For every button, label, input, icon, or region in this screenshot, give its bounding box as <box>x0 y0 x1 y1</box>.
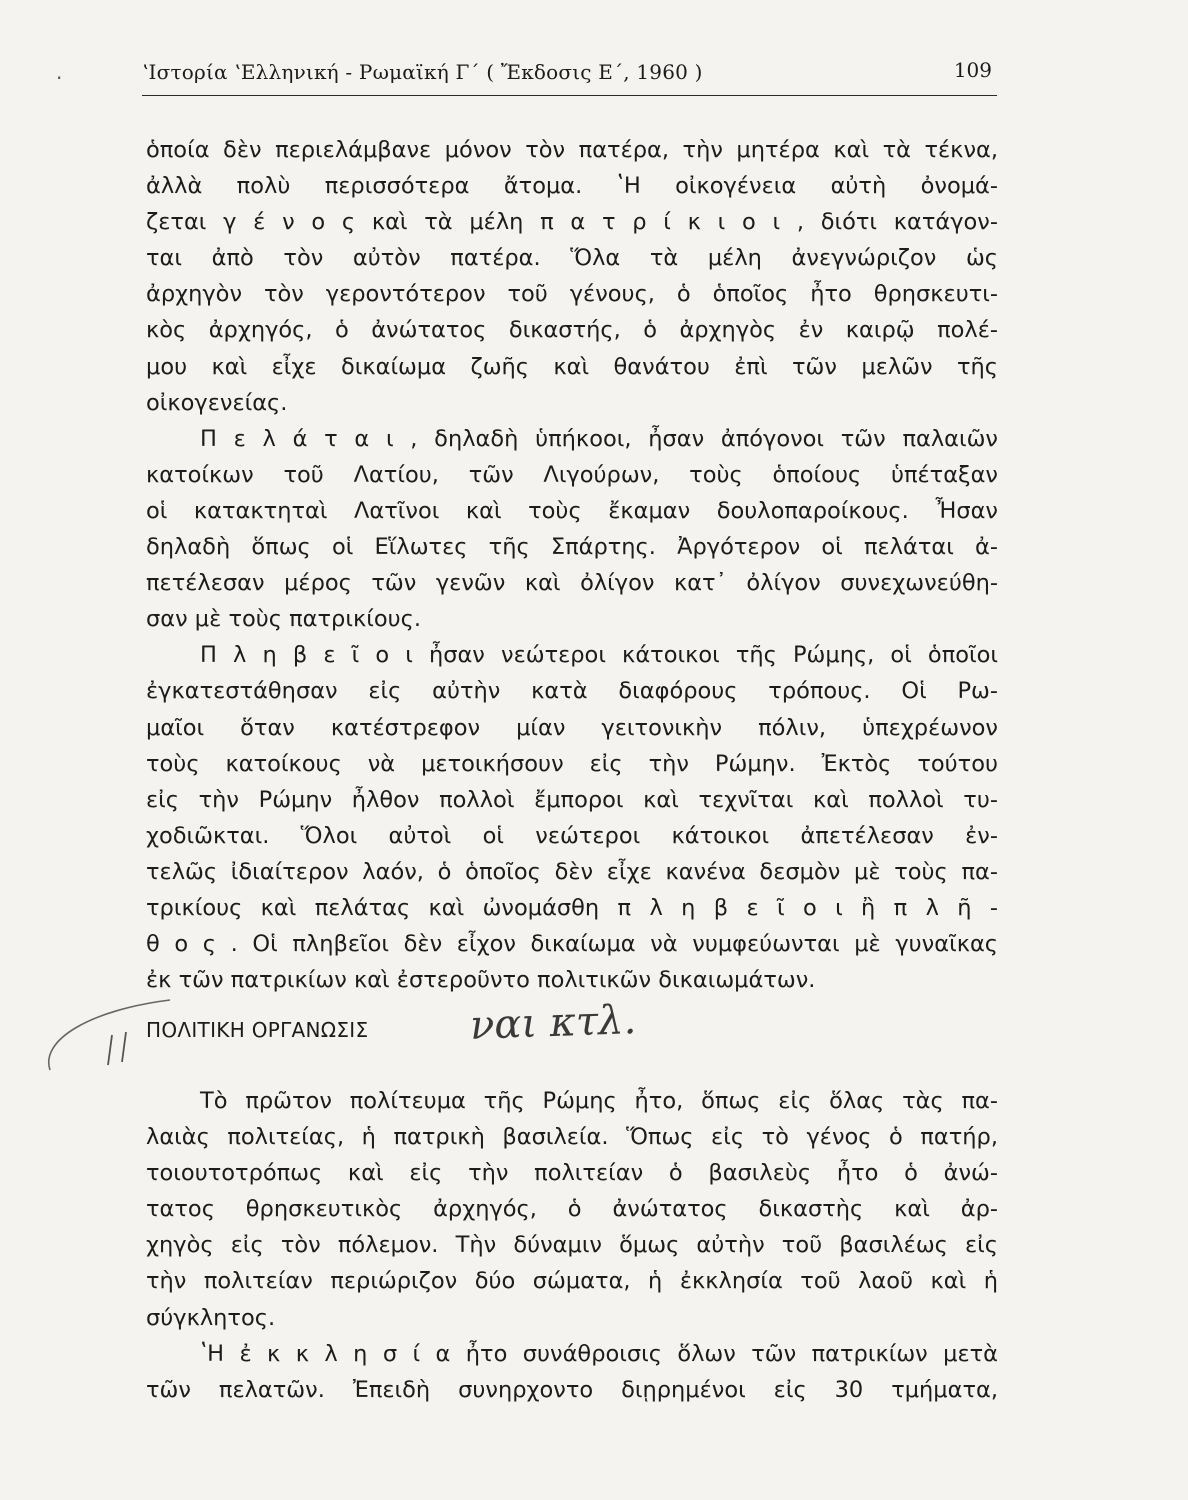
text-line: οἰκογενείας. <box>146 389 288 416</box>
text-line: σαν μὲ τοὺς πατρικίους. <box>146 606 421 633</box>
handwritten-note: ναι κτλ. <box>469 997 637 1049</box>
text-line: ἐγκατεστάθησαν εἰς αὐτὴν κατὰ διαφόρους τρόπους. Οἱ Ρω- <box>146 678 998 705</box>
margin-dot: · <box>56 66 63 90</box>
running-header-title: ʽΙστορία ʽΕλληνική - Ρωμαϊκή Γ΄ ( Ἔκδοσις Ε΄, 1960 ) <box>142 60 703 84</box>
text-line: οἱ κατακτηταὶ Λατῖνοι καὶ τοὺς ἔκαμαν δουλοπαροίκους. Ἦσαν <box>146 497 998 524</box>
text-line: μαῖοι ὅταν κατέστρεφον μίαν γειτονικὴν πόλιν, ὑπεχρέωνον <box>146 714 998 741</box>
text-line: δηλαδὴ ὅπως οἱ Εἵλωτες τῆς Σπάρτης. Ἀργότερον οἱ πελάται ἀ- <box>146 534 998 561</box>
text-line: χηγὸς εἰς τὸν πόλεμον. Τὴν δύναμιν ὅμως αὐτὴν τοῦ βασιλέως εἰς <box>146 1232 998 1259</box>
text-line: τὴν πολιτείαν περιώριζον δύο σώματα, ἡ ἐκκλησία τοῦ λαοῦ καὶ ἡ <box>146 1268 998 1295</box>
header-rule <box>142 95 997 96</box>
text-line: τοιουτοτρόπως καὶ εἰς τὴν πολιτείαν ὁ βασιλεὺς ἦτο ὁ ἀνώ- <box>146 1160 998 1187</box>
text-line: πετέλεσαν μέρος τῶν γενῶν καὶ ὀλίγον κατ᾽ ὀλίγον συνεχωνεύθη- <box>146 570 998 597</box>
body-text-lower <box>146 1083 998 1408</box>
text-line: τρικίους καὶ πελάτας καὶ ὠνομάσθη π λ η β ε ῖ ο ι ἢ π λ ῆ - <box>146 894 998 921</box>
text-line: ἀλλὰ πολὺ περισσότερα ἄτομα. ʽΗ οἰκογένεια αὐτὴ ὀνομά- <box>146 173 998 200</box>
text-line: τῶν πελατῶν. Ἐπειδὴ συνηρχοντο διῃρημένοι εἰς 30 τμήματα, <box>146 1376 998 1403</box>
text-line: ʽΗ ἐ κ κ λ η σ ί α ἦτο συνάθροισις ὅλων τῶν πατρικίων μετὰ <box>200 1340 998 1367</box>
text-line: ὁποία δὲν περιελάμβανε μόνον τὸν πατέρα, τὴν μητέρα καὶ τὰ τέκνα, <box>146 137 998 163</box>
text-line: τοὺς κατοίκους νὰ μετοικήσουν εἰς τὴν Ρώμην. Ἐκτὸς τούτου <box>146 750 998 777</box>
text-line: Π λ η β ε ῖ ο ι ἦσαν νεώτεροι κάτοικοι τῆς Ρώμης, οἱ ὁποῖοι <box>200 642 998 669</box>
text-line: ται ἀπὸ τὸν αὐτὸν πατέρα. Ὅλα τὰ μέλη ἀνεγνώριζον ὡς <box>146 245 998 272</box>
text-line: εἰς τὴν Ρώμην ἦλθον πολλοὶ ἔμποροι καὶ τεχνῖται καὶ πολλοὶ τυ- <box>146 786 998 813</box>
text-line: Π ε λ ά τ α ι , δηλαδὴ ὑπήκοοι, ἦσαν ἀπόγονοι τῶν παλαιῶν <box>200 425 998 452</box>
body-text-upper <box>146 132 998 998</box>
text-line: θ ο ς . Οἱ πληβεῖοι δὲν εἶχον δικαίωμα νὰ νυμφεύωνται μὲ γυναῖκας <box>146 931 998 958</box>
text-line: ἀρχηγὸν τὸν γεροντότερον τοῦ γένους, ὁ ὁποῖος ἦτο θρησκευτι- <box>146 281 998 308</box>
text-line: τατος θρησκευτικὸς ἀρχηγός, ὁ ἀνώτατος δικαστὴς καὶ ἀρ- <box>146 1196 998 1223</box>
text-line: σύγκλητος. <box>146 1304 276 1331</box>
text-line: λαιὰς πολιτείας, ἡ πατρικὴ βασιλεία. Ὅπως εἰς τὸ γένος ὁ πατήρ, <box>146 1124 998 1151</box>
text-line: μου καὶ εἶχε δικαίωμα ζωῆς καὶ θανάτου ἐπὶ τῶν μελῶν τῆς <box>146 353 998 380</box>
section-heading: ΠΟΛΙΤΙΚΗ ΟΡΓΑΝΩΣΙΣ <box>146 1018 369 1042</box>
text-line: κατοίκων τοῦ Λατίου, τῶν Λιγούρων, τοὺς ὁποίους ὑπέταξαν <box>146 461 998 488</box>
text-line: χοδιῶκται. Ὅλοι αὐτοὶ οἱ νεώτεροι κάτοικοι ἀπετέλεσαν ἐν- <box>146 822 998 849</box>
text-line: κὸς ἀρχηγός, ὁ ἀνώτατος δικαστής, ὁ ἀρχηγὸς ἐν καιρῷ πολέ- <box>146 317 998 344</box>
text-line: Τὸ πρῶτον πολίτευμα τῆς Ρώμης ἦτο, ὅπως εἰς ὅλας τὰς πα- <box>200 1088 998 1114</box>
text-line: τελῶς ἰδιαίτερον λαόν, ὁ ὁποῖος δὲν εἶχε κανένα δεσμὸν μὲ τοὺς πα- <box>146 858 998 885</box>
text-line: ζεται γ έ ν ο ς καὶ τὰ μέλη π α τ ρ ί κ ι ο ι , διότι κατάγον- <box>146 209 998 236</box>
text-line: ἐκ τῶν πατρικίων καὶ ἐστεροῦντο πολιτικῶν δικαιωμάτων. <box>146 967 816 994</box>
page-number: 109 <box>953 58 992 82</box>
